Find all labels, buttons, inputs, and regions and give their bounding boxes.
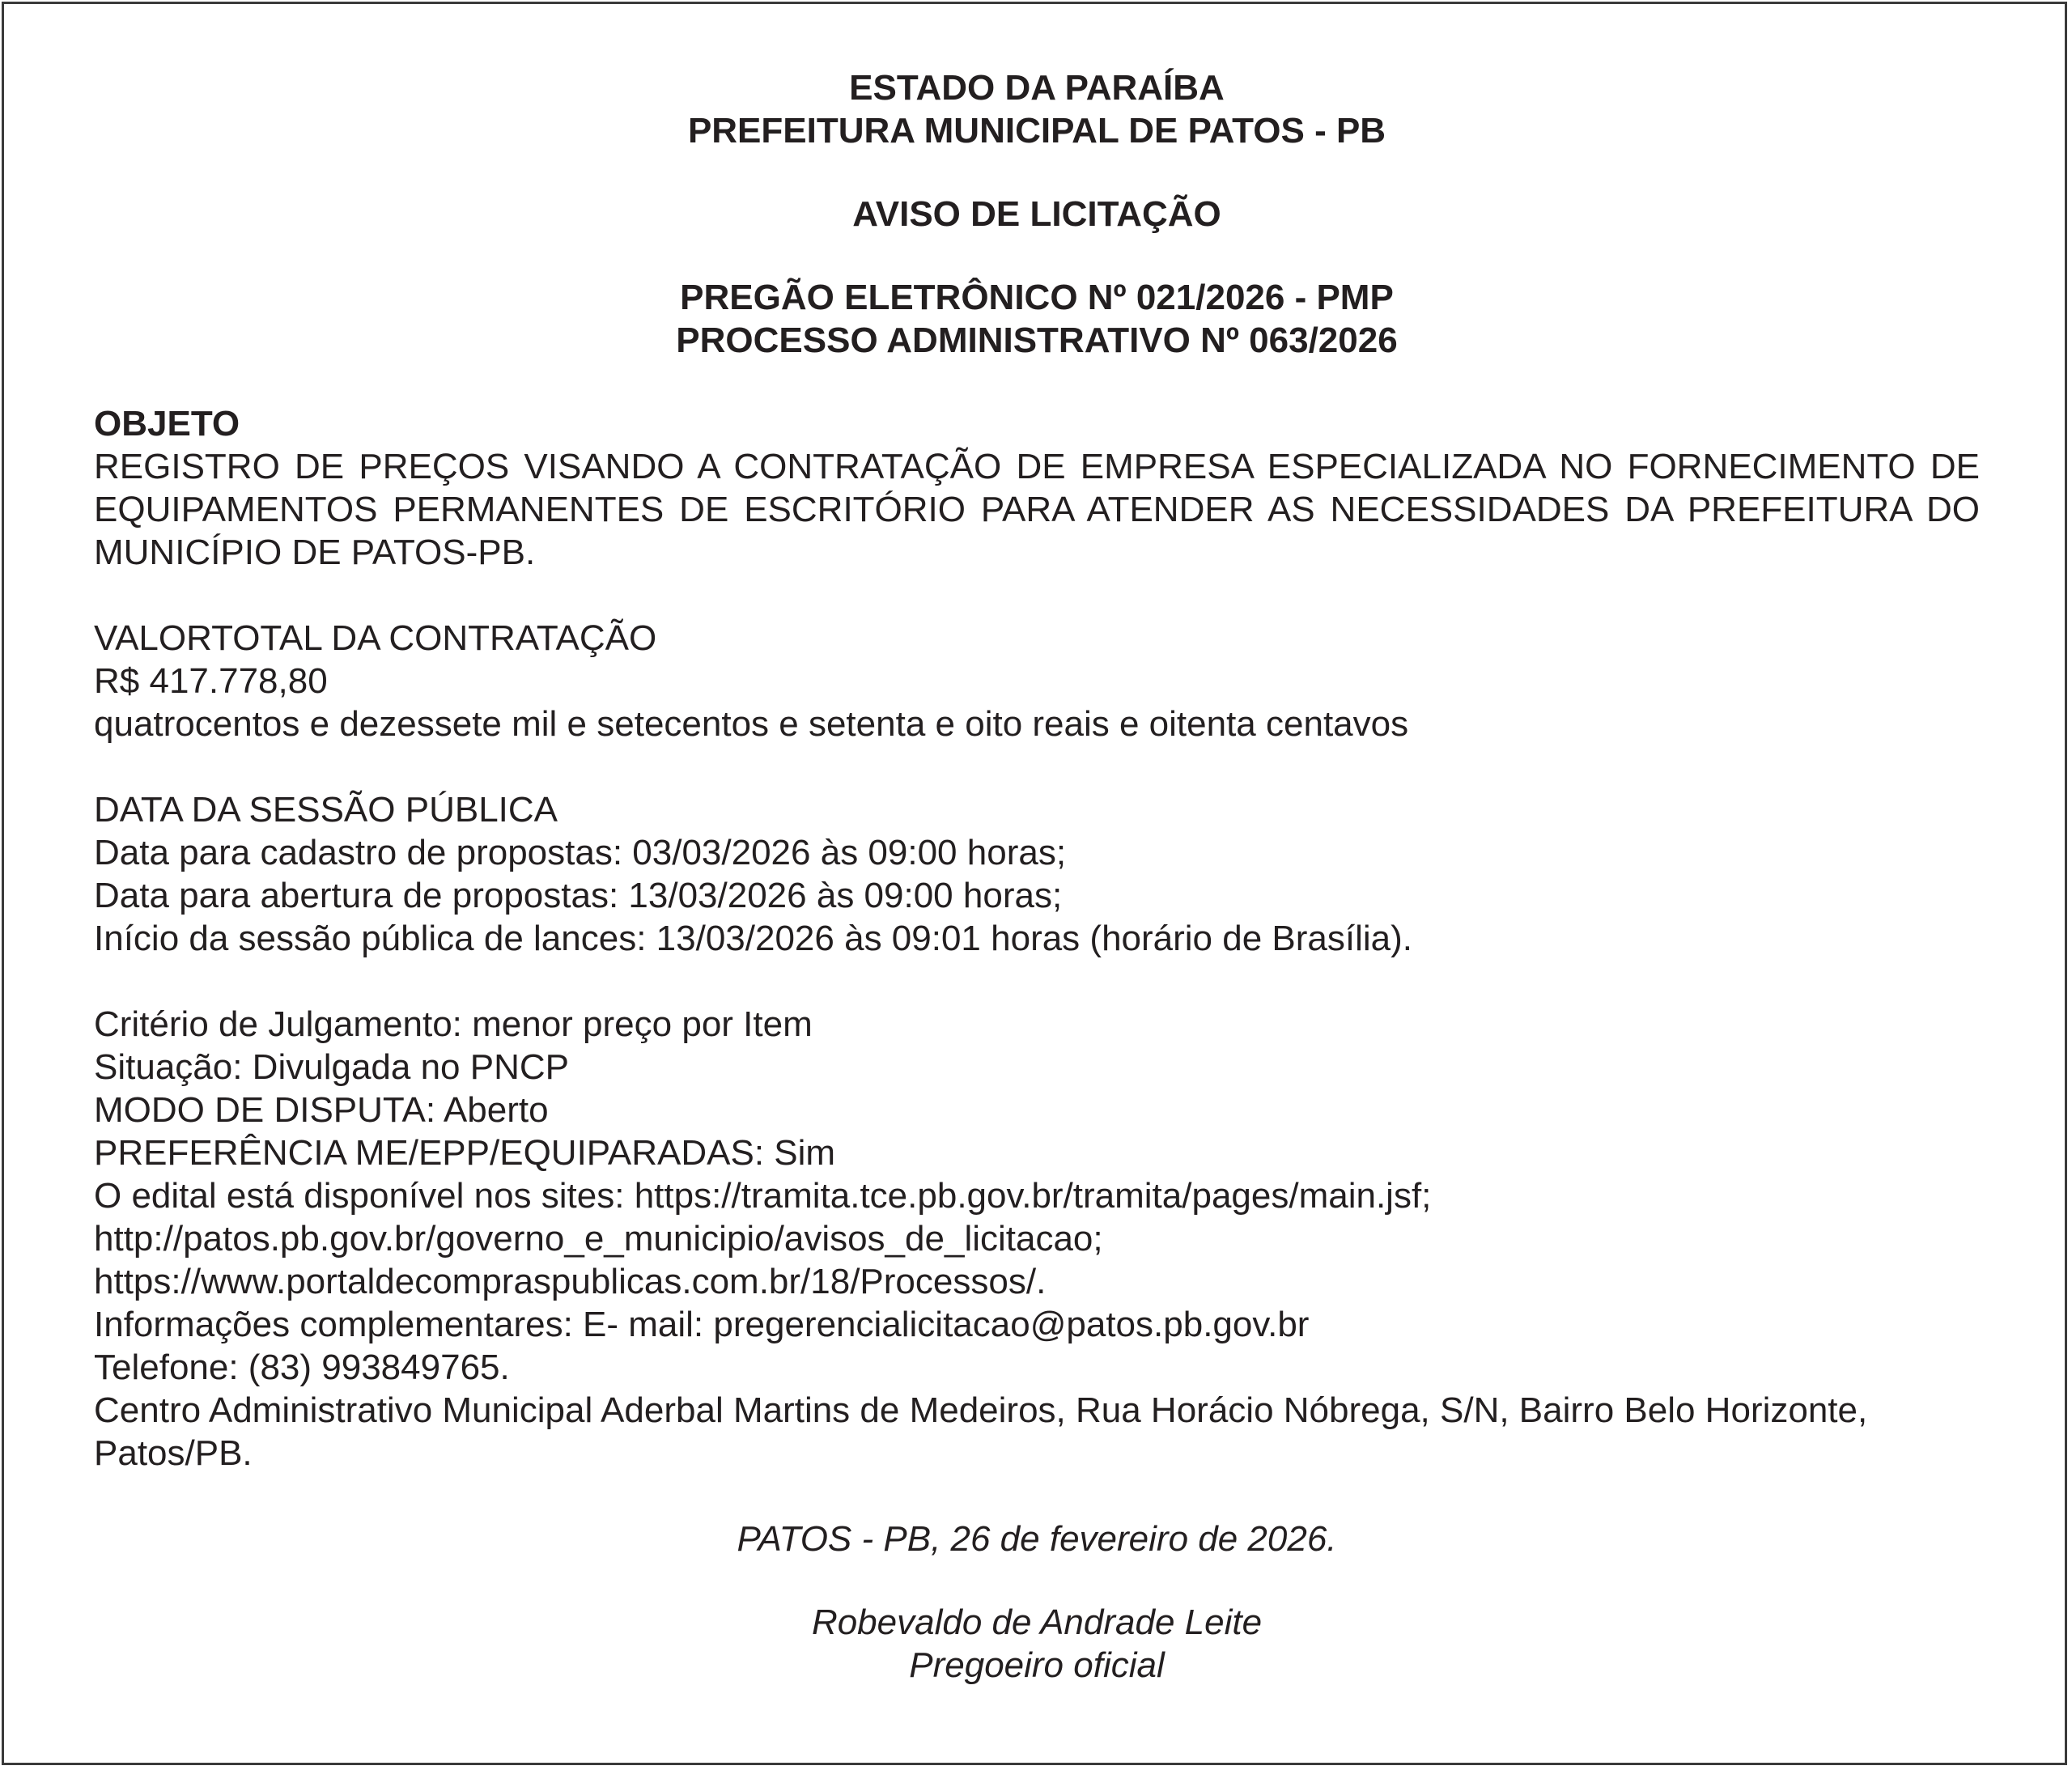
endereco-line-2: Patos/PB. [94,1433,253,1473]
modo-line: MODO DE DISPUTA: Aberto [94,1090,549,1130]
objeto-text: REGISTRO DE PREÇOS VISANDO A CONTRATAÇÃO DE EMPRESA ESPECIALIZADA NO FORNECIMENTO DE EQUIPAMENTOS PERMANENTES DE ESCRITÓRIO PARA ATENDER AS NECESSIDADES DA PREFEITURA DO MUNICÍPIO DE PATOS-PB. [94,447,1980,572]
sessao-section [94,788,1980,960]
objeto-section [94,402,1980,574]
criterio-line: Critério de Julgamento: menor preço por Item [94,1004,813,1044]
sessao-cadastro: Data para cadastro de propostas: 03/03/2026 às 09:00 horas; [94,833,1067,872]
valor-section [94,617,1980,745]
processo-number: PROCESSO ADMINISTRATIVO Nº 063/2026 [676,320,1398,360]
info-line: Informações complementares: E- mail: pregerencialicitacao@patos.pb.gov.br [94,1305,1310,1344]
prefecture-heading: PREFEITURA MUNICIPAL DE PATOS - PB [687,111,1386,151]
sessao-label: DATA DA SESSÃO PÚBLICA [94,790,558,830]
notice-title: AVISO DE LICITAÇÃO [852,194,1221,234]
edital-line: O edital está disponível nos sites: https://tramita.tce.pb.gov.br/tramita/pages/main.jsf; [94,1176,1432,1216]
sessao-inicio: Início da sessão pública de lances: 13/03/2026 às 09:01 horas (horário de Brasília). [94,919,1413,958]
telefone-line: Telefone: (83) 993849765. [94,1348,510,1387]
place-date: PATOS - PB, 26 de fevereiro de 2026. [737,1519,1337,1559]
footer [94,1517,1980,1687]
signer-name: Robevaldo de Andrade Leite [811,1602,1263,1642]
site-link-2: http://patos.pb.gov.br/governo_e_municipio/avisos_de_licitacao; [94,1219,1103,1259]
details-section [94,1003,1980,1475]
valor-amount: R$ 417.778,80 [94,661,328,701]
header [94,66,1980,362]
state-heading: ESTADO DA PARAÍBA [849,68,1225,108]
site-link-3: https://www.portaldecompraspublicas.com.br/18/Processos/. [94,1262,1047,1301]
endereco-line-1: Centro Administrativo Municipal Aderbal Martins de Medeiros, Rua Horácio Nóbrega, S/N, Bairro Belo Horizonte, [94,1390,1868,1430]
signer-role: Pregoeiro oficial [909,1645,1165,1685]
preferencia-line: PREFERÊNCIA ME/EPP/EQUIPARADAS: Sim [94,1133,836,1173]
objeto-label: OBJETO [94,404,240,444]
sessao-abertura: Data para abertura de propostas: 13/03/2026 às 09:00 horas; [94,876,1063,915]
situacao-line: Situação: Divulgada no PNCP [94,1047,569,1087]
valor-label: VALORTOTAL DA CONTRATAÇÃO [94,618,657,658]
pregao-number: PREGÃO ELETRÔNICO Nº 021/2026 - PMP [680,278,1394,317]
valor-in-words: quatrocentos e dezessete mil e setecentos e setenta e oito reais e oitenta centavos [94,704,1409,744]
licitacao-notice [94,66,1980,1687]
